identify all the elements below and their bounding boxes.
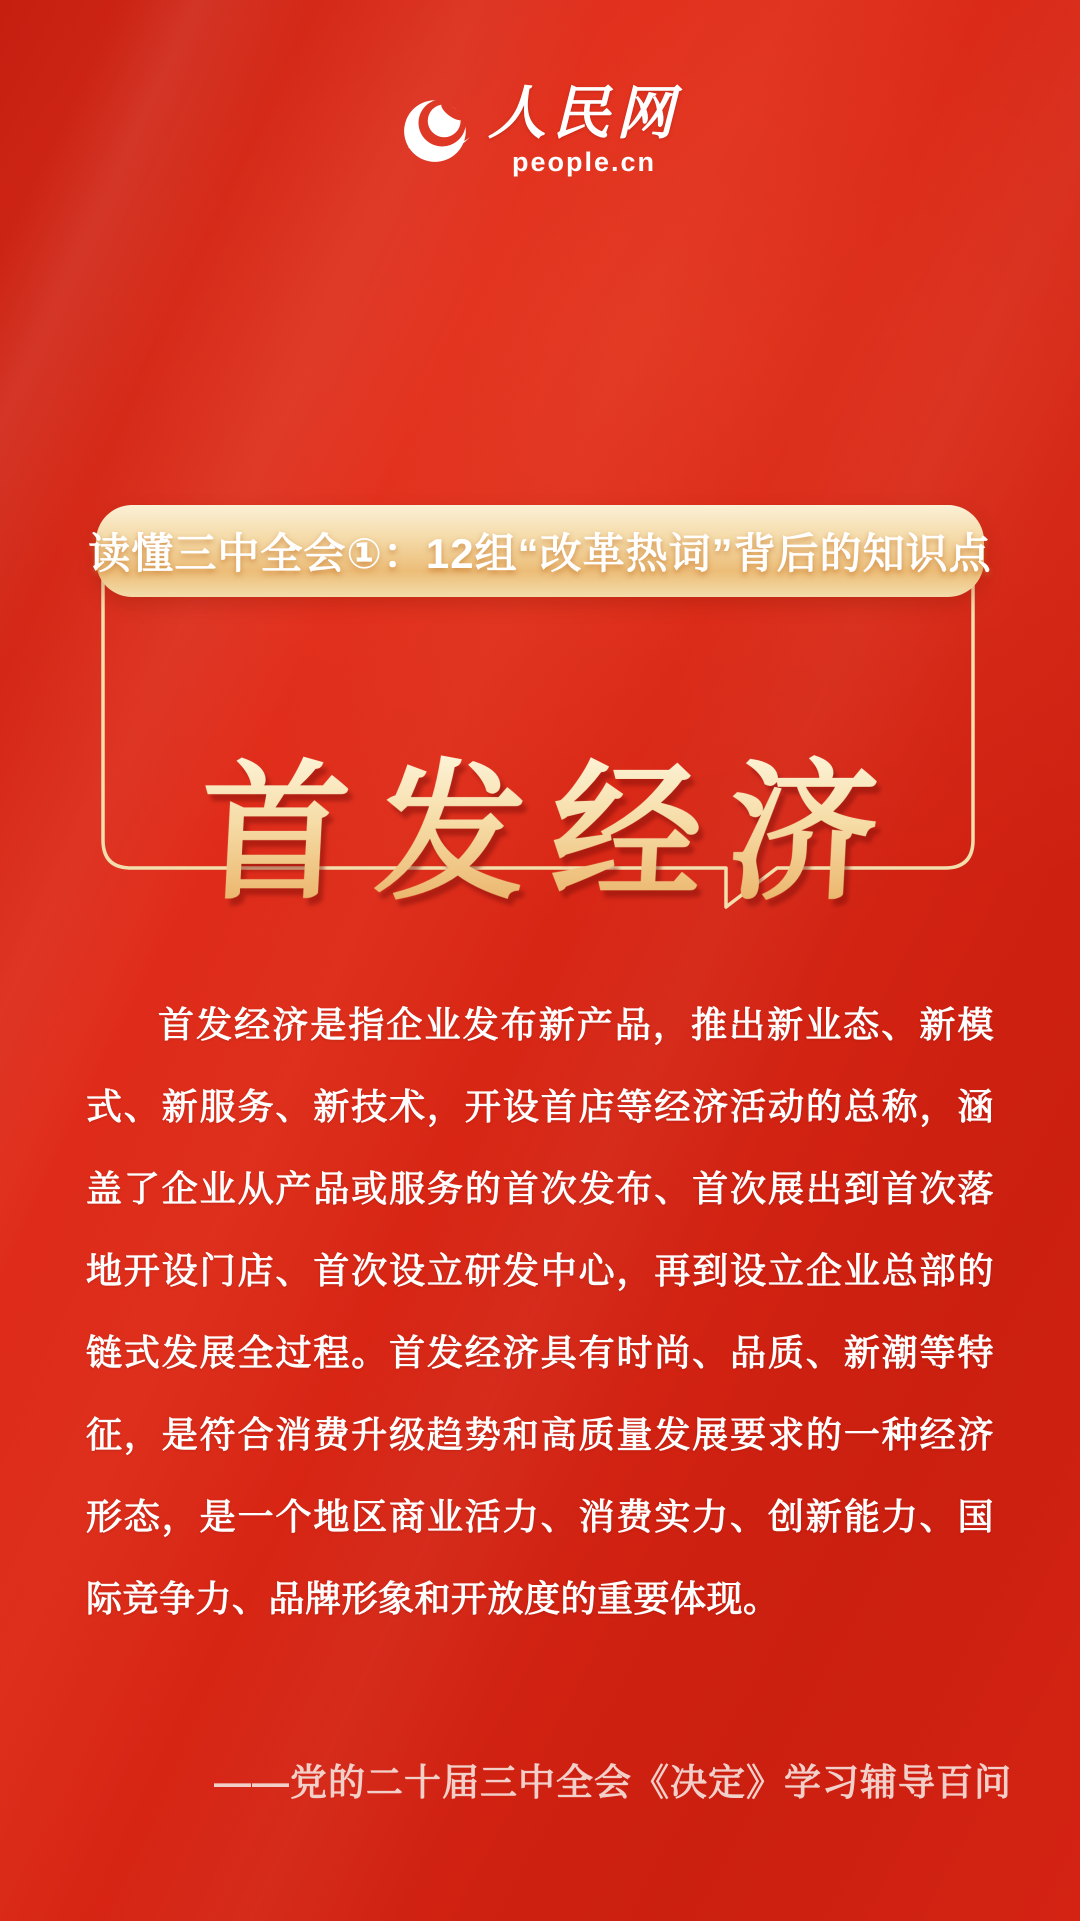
logo-brand-text: 人民网 (487, 81, 680, 146)
logo-text-block (487, 81, 680, 178)
logo-domain-text: people.cn (511, 146, 656, 177)
headline-title: 首发经济 (99, 751, 980, 916)
definition-paragraph: 首发经济是指企业发布新产品，推出新业态、新模式、新服务、新技术，开设首店等经济活动的总称，涵盖了企业从产品或服务的首次发布、首次展出到首次落地开设门店、首次设立研发中心，再到设立企业总部的链式发展全过程。首发经济具有时尚、品质、新潮等特征，是符合消费升级趋势和高质量发展要求的一种经济形态，是一个地区商业活力、消费实力、创新能力、国际竞争力、品牌形象和开放度的重要体现。 (86, 1004, 994, 1619)
peoplecn-swoosh-icon (400, 92, 474, 166)
source-attribution: ——党的二十届三中全会《决定》学习辅导百问 (214, 1762, 1012, 1803)
kicker-banner (88, 505, 992, 597)
kicker-text: 读懂三中全会①：12组“改革热词”背后的知识点 (88, 530, 992, 577)
peoplecn-logo (0, 81, 1080, 178)
